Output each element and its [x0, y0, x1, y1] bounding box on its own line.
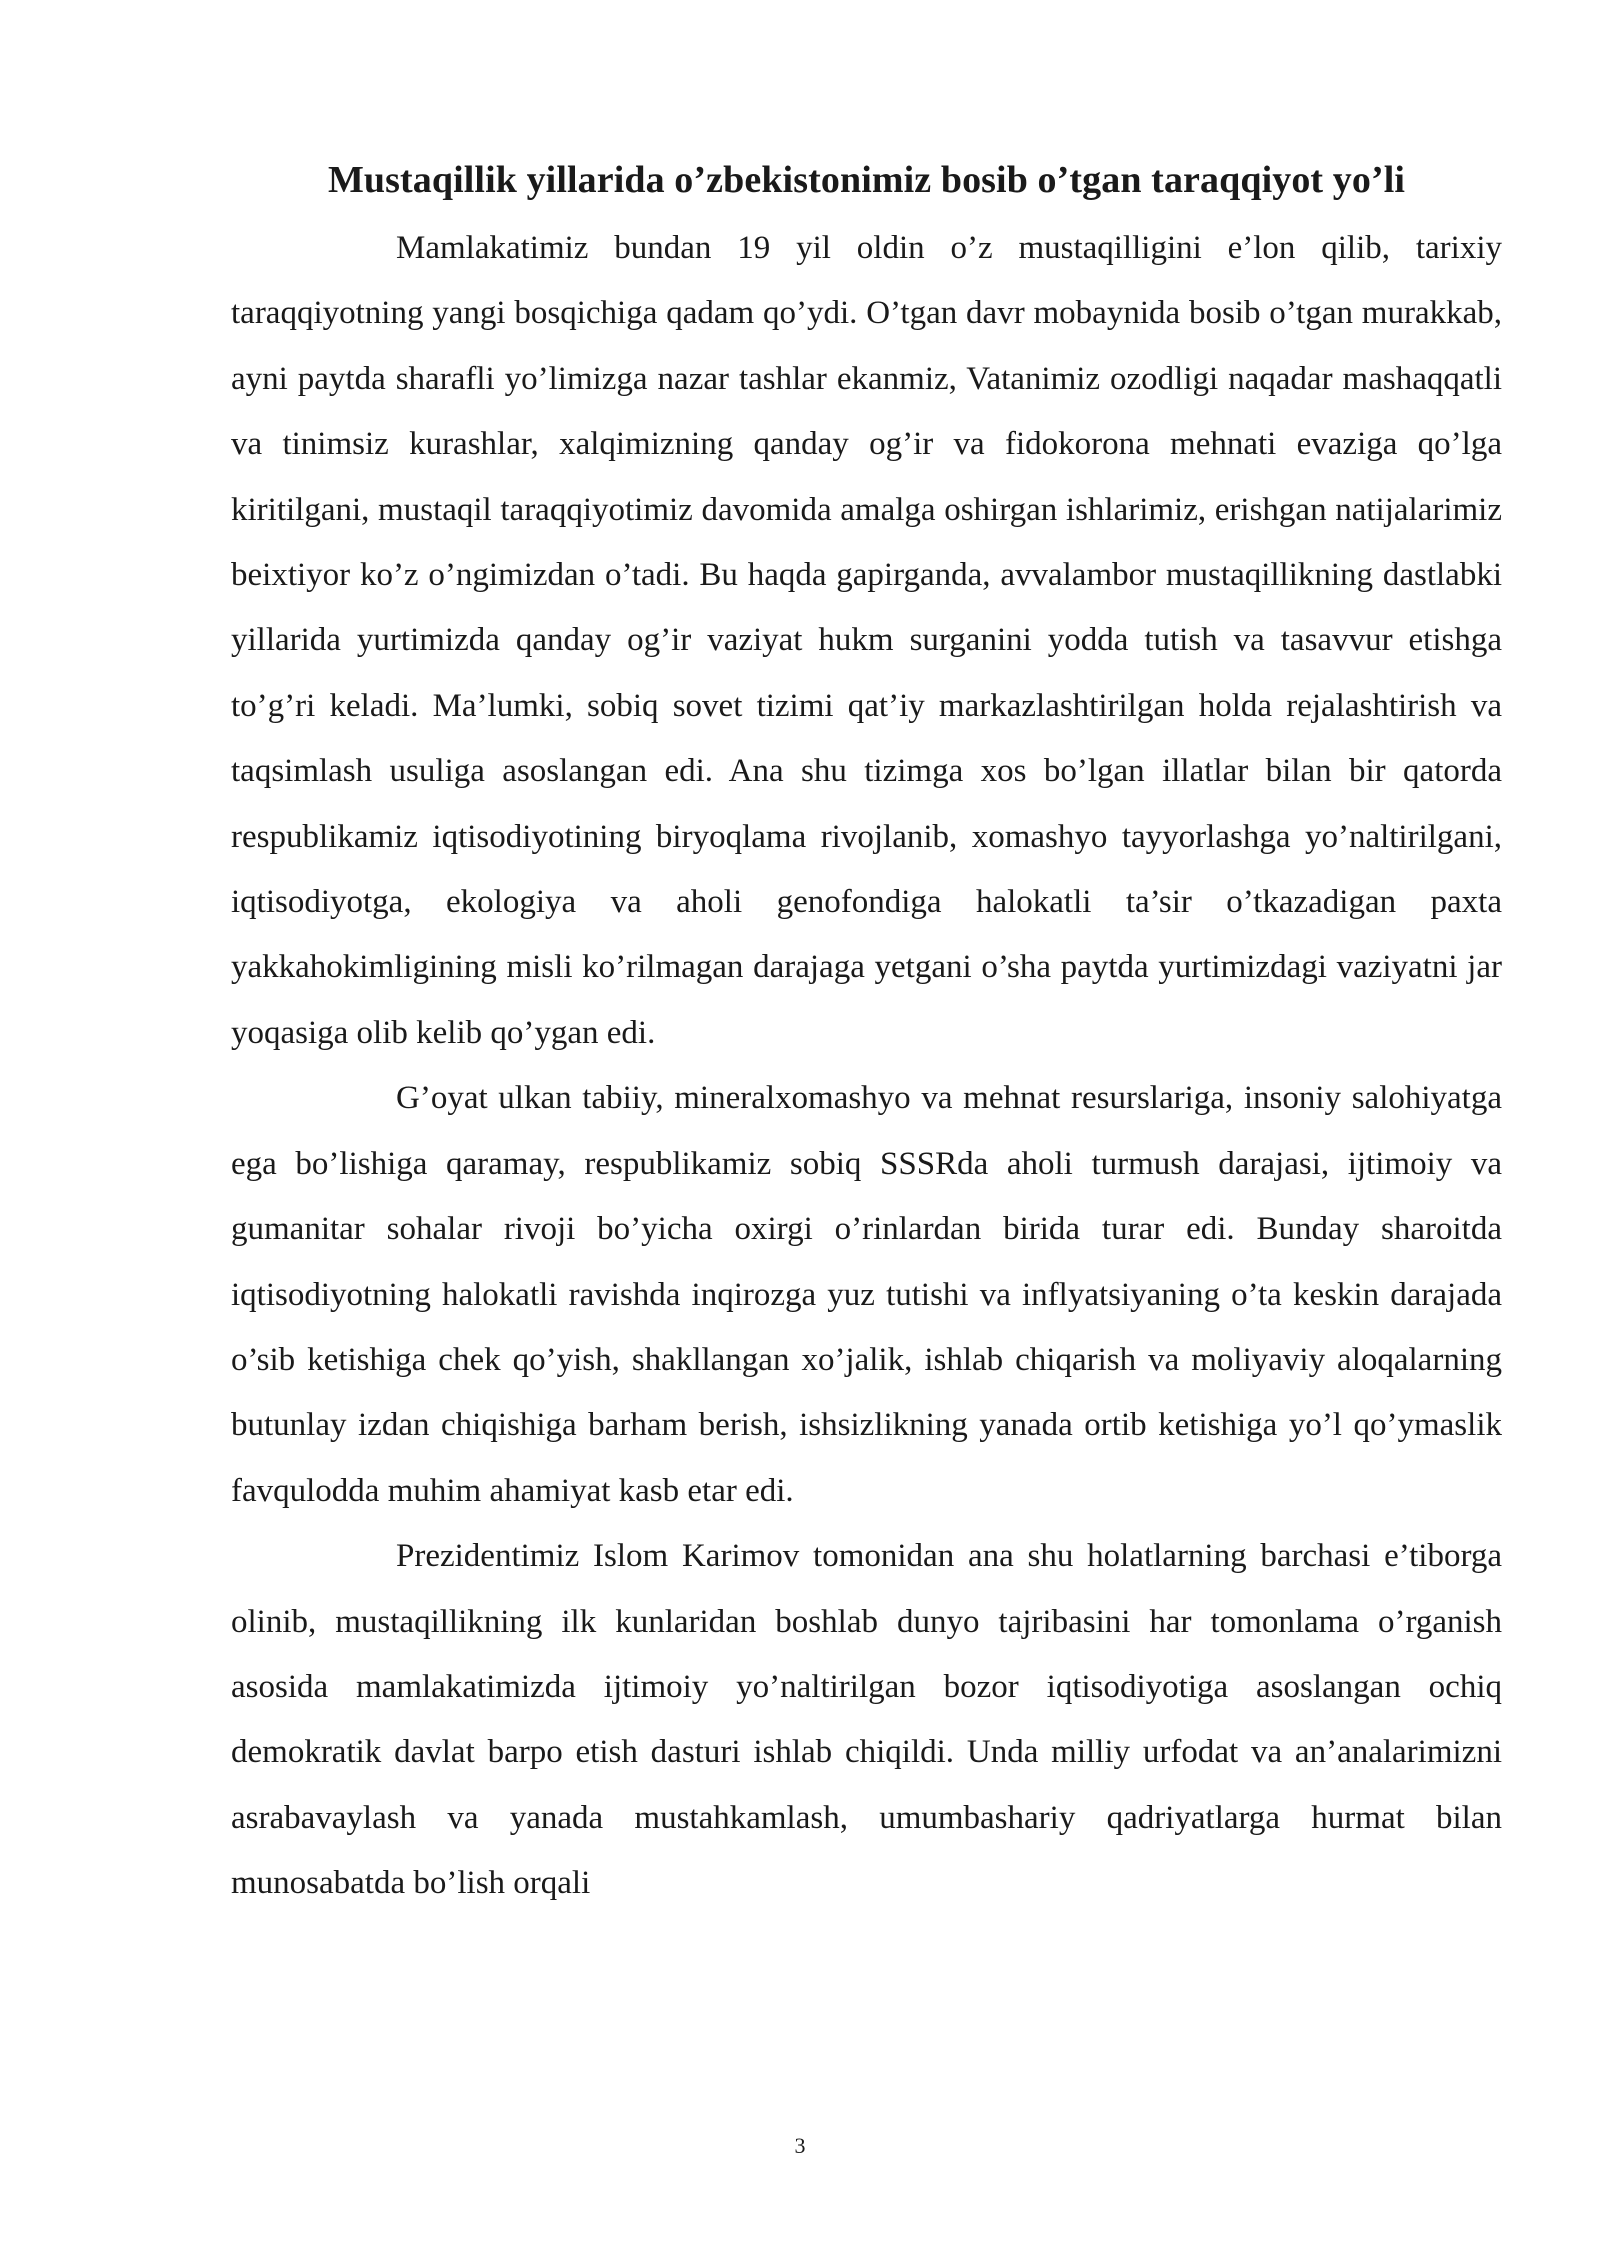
page-content: [231, 148, 1502, 1917]
document-title: Mustaqillik yillarida o’zbekistonimiz bosib o’tgan taraqqiyot yo’li: [327, 159, 1406, 201]
paragraph-1: Mamlakatimiz bundan 19 yil oldin o’z mustaqilligini e’lon qilib, tarixiy taraqqiyotning yangi bosqichiga qadam qo’ydi. O’tgan davr mobaynida bosib o’tgan murakkab, ayni paytda sharafli yo’limizga nazar tashlar ekanmiz, Vatanimiz ozodligi naqadar mashaqqatli va tinimsiz kurashlar, xalqimizning qanday og’ir va fidokorona mehnati evaziga qo’lga kiritilgani, mustaqil taraqqiyotimiz davomida amalga oshirgan ishlarimiz, erishgan natijalarimiz beixtiyor ko’z o’ngimizdan o’tadi. Bu haqda gapirganda, avvalambor mustaqillikning dastlabki yillarida yurtimizda qanday og’ir vaziyat hukm surganini yodda tutish va tasavvur etishga to’g’ri keladi. Ma’lumki, sobiq sovet tizimi qat’iy markazlashtirilgan holda rejalashtirish va taqsimlash usuliga asoslangan edi. Ana shu tizimga xos bo’lgan illatlar bilan bir qatorda respublikamiz iqtisodiyotining biryoqlama rivojlanib, xomashyo tayyorlashga yo’naltirilgani, iqtisodiyotga, ekologiya va aholi genofondiga halokatli ta’sir o’tkazadigan paxta yakkahokimligining misli ko’rilmagan darajaga yetgani o’sha paytda yurtimizdagi vaziyatni jar yoqasiga olib kelib qo’ygan edi.: [231, 230, 1502, 1051]
page-number: 3: [794, 2133, 806, 2158]
paragraph-2: G’oyat ulkan tabiiy, mineralxomashyo va mehnat resurslariga, insoniy salohiyatga ega bo’lishiga qaramay, respublikamiz sobiq SSSRda aholi turmush darajasi, ijtimoiy va gumanitar sohalar rivoji bo’yicha oxirgi o’rinlardan birida turar edi. Bunday sharoitda iqtisodiyotning halokatli ravishda inqirozga yuz tutishi va inflyatsiyaning o’ta keskin darajada o’sib ketishiga chek qo’yish, shakllangan xo’jalik, ishlab chiqarish va moliyaviy aloqalarning butunlay izdan chiqishiga barham berish, ishsizlikning yanada ortib ketishiga yo’l qo’ymaslik favqulodda muhim ahamiyat kasb etar edi.: [231, 1080, 1502, 1509]
paragraph-3: Prezidentimiz Islom Karimov tomonidan ana shu holatlarning barchasi e’tiborga olinib, mustaqillikning ilk kunlaridan boshlab dunyo tajribasini har tomonlama o’rganish asosida mamlakatimizda ijtimoiy yo’naltirilgan bozor iqtisodiyotiga asoslangan ochiq demokratik davlat barpo etish dasturi ishlab chiqildi. Unda milliy urfodat va an’analarimizni asrabavaylash va yanada mustahkamlash, umumbashariy qadriyatlarga hurmat bilan munosabatda bo’lish orqali: [231, 1538, 1502, 1902]
